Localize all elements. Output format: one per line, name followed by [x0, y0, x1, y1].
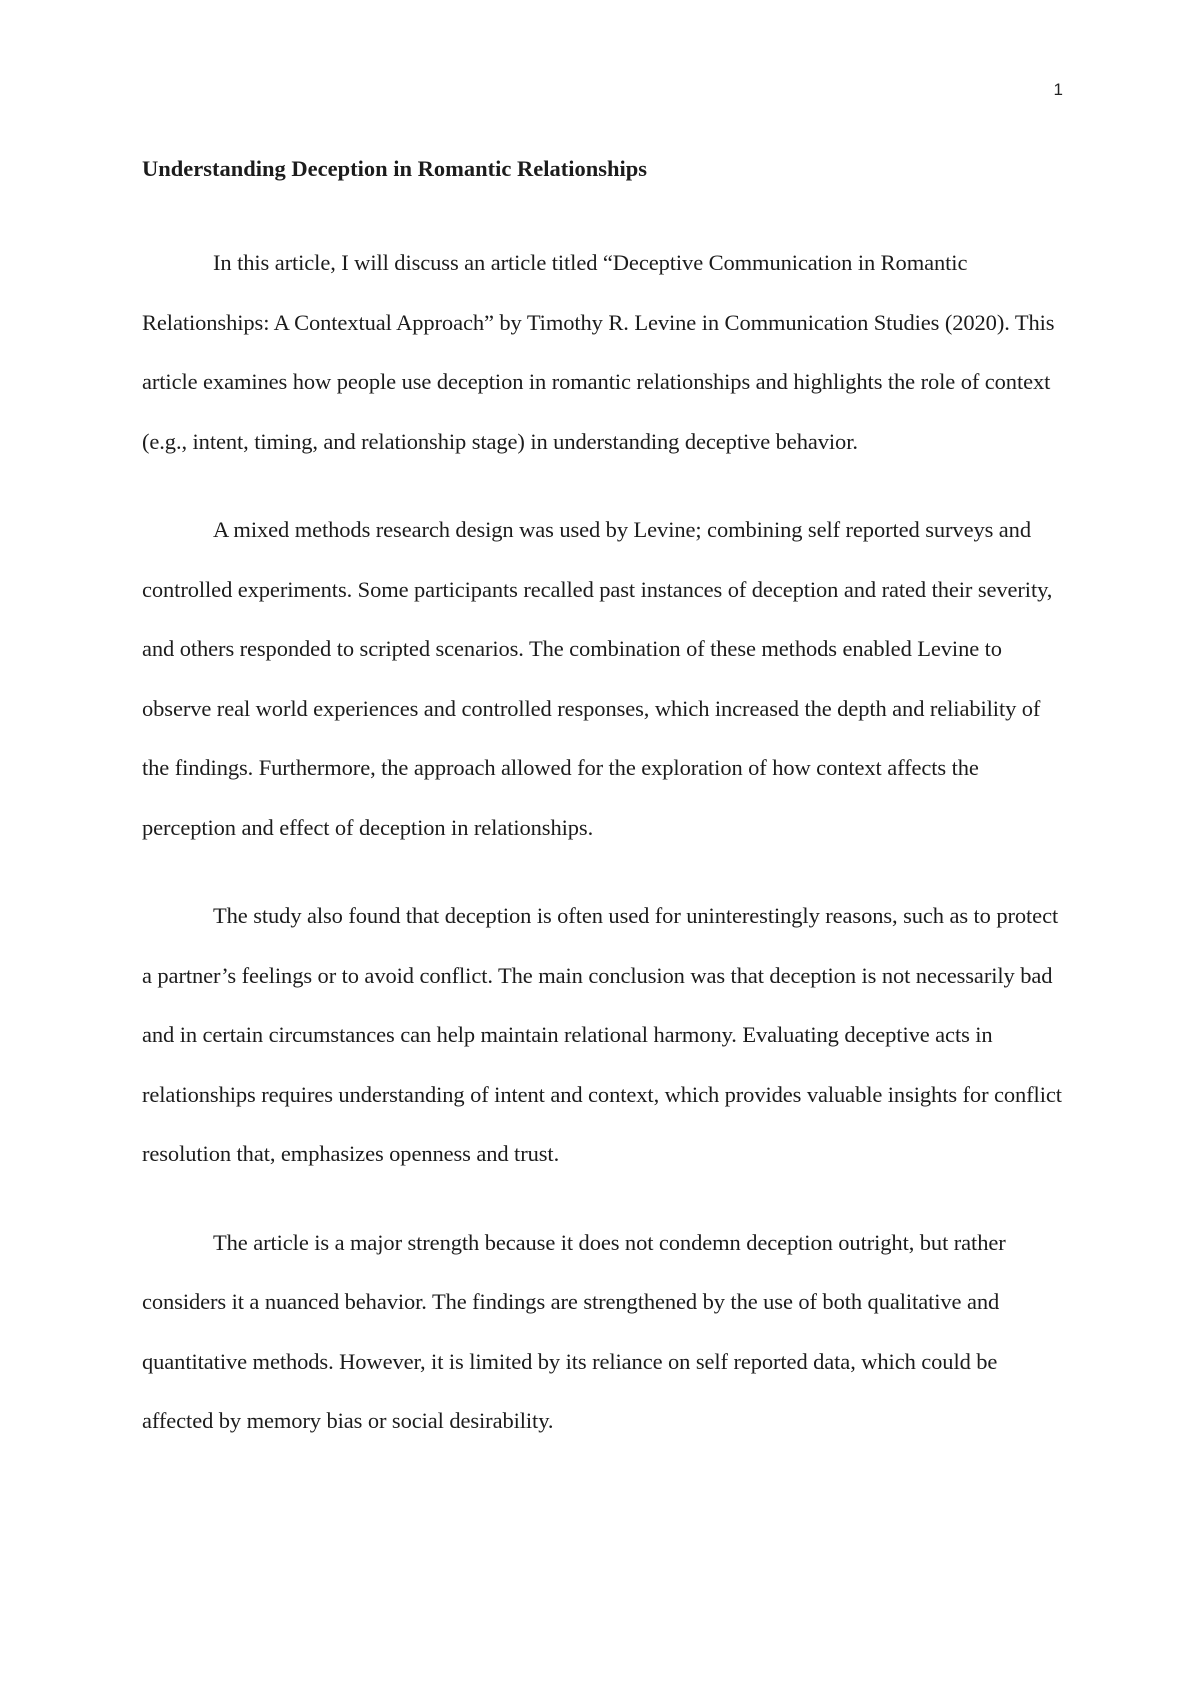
- document-body: [142, 153, 1062, 1451]
- paragraph-evaluation: The article is a major strength because it does not condemn deception outright, but rather considers it a nuanced behavior. The findings are strengthened by the use of both qualitative and quantitative methods. However, it is limited by its reliance on self reported data, which could be affected by memory bias or social desirability.: [142, 1229, 1006, 1433]
- document-title: Understanding Deception in Romantic Relationships: [142, 156, 648, 181]
- paragraph-methods: A mixed methods research design was used by Levine; combining self reported surveys and controlled experiments. Some participants recalled past instances of deception and rated their severity, and others responded to scripted scenarios. The combination of these methods enabled Levine to observe real world experiences and controlled responses, which increased the depth and reliability of the findings. Furthermore, the approach allowed for the exploration of how context affects the perception and effect of deception in relationships.: [142, 517, 1053, 840]
- paragraph-findings: The study also found that deception is often used for uninterestingly reasons, such as to protect a partner’s feelings or to avoid conflict. The main conclusion was that deception is not necessarily bad and in certain circumstances can help maintain relational harmony. Evaluating deceptive acts in relationships requires understanding of intent and context, which provides valuable insights for conflict resolution that, emphasizes openness and trust.: [142, 903, 1062, 1166]
- page-number: 1: [1053, 80, 1063, 99]
- paragraph-intro: In this article, I will discuss an article titled “Deceptive Communication in Romantic Relationships: A Contextual Approach” by Timothy R. Levine in Communication Studies (2020). This article examines how people use deception in romantic relationships and highlights the role of context (e.g., intent, timing, and relationship stage) in understanding deceptive behavior.: [142, 250, 1055, 454]
